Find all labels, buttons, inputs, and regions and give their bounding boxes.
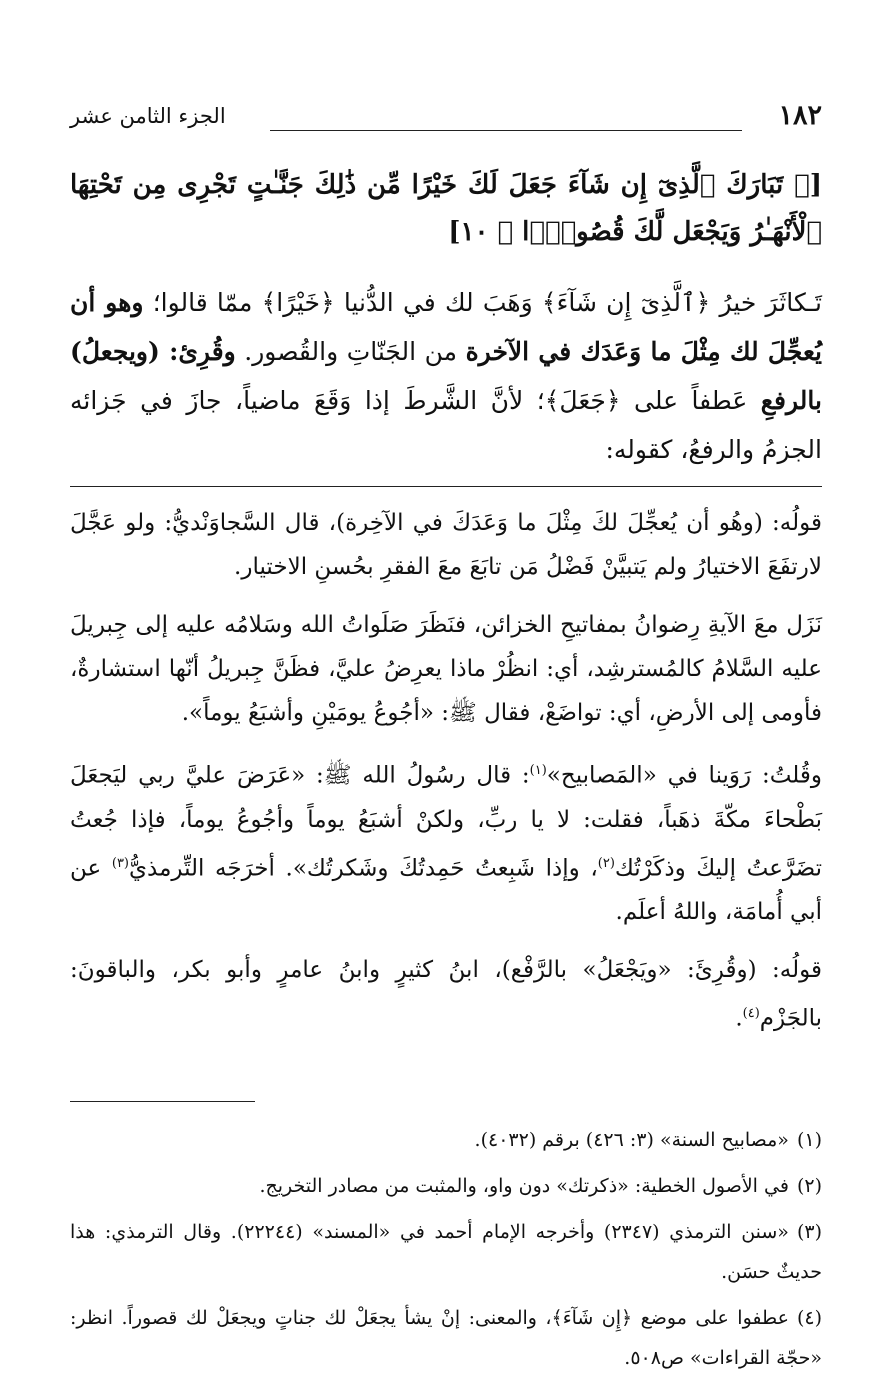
footnote bbox=[70, 1212, 822, 1292]
footnote-ref[interactable]: (١) bbox=[529, 763, 547, 778]
tafsir-bold: وقُرِئ: (ويجعلُ) بالرفعِ bbox=[70, 337, 822, 415]
tafsir-part: عَطفاً على ﴿جَعَلَ﴾؛ لأنَّ الشَّرطَ إذا وَقَعَ ماضياً، جازَ في جَزائه الجزمُ والرفعُ، كقوله: bbox=[70, 386, 822, 464]
footnote-text: «مصابيح السنة» (٣: ٤٢٦) برقم (٤٠٣٢). bbox=[474, 1128, 789, 1151]
footnote-ref[interactable]: (٣) bbox=[111, 855, 129, 871]
text-run: . bbox=[735, 1005, 743, 1032]
footnote-ref[interactable]: (٢) bbox=[597, 855, 615, 871]
running-head bbox=[70, 100, 822, 140]
footnote-text: عطفوا على موضع ﴿إِن شَآءَ﴾، والمعنى: إنْ يشأ يجعَلْ لك جناتٍ ويجعَلْ لك قصوراً. انظر: «حجّة القراءات» ص٥٠٨. bbox=[70, 1306, 822, 1369]
footnote-text: «سنن الترمذي (٢٣٤٧) وأخرجه الإمام أحمد في «المسند» (٢٢٢٤٤). وقال الترمذي: هذا حديثٌ حسَن. bbox=[70, 1220, 822, 1283]
text-run: عن أبي أُمامَة، واللهُ أعلَم. bbox=[70, 855, 822, 926]
tafsir-bold: وهو أن يُعجِّلَ لك مِثْلَ ما وَعَدَك في الآخرة bbox=[70, 288, 823, 366]
footnote-number: (٤) bbox=[796, 1306, 822, 1329]
tafsir-part: تَـكاثَرَ خيرُ ﴿ٱلَّذِىٓ إِن شَآءَ﴾ وَهَبَ لك في الدُّنيا ﴿خَيْرًا﴾ ممّا قالوا؛ bbox=[143, 288, 822, 317]
tafsir-text bbox=[70, 278, 822, 474]
footnote-number: (٢) bbox=[796, 1174, 822, 1197]
commentary-paragraph bbox=[70, 749, 822, 934]
footnote bbox=[70, 1166, 822, 1206]
commentary-paragraph: نَزَل معَ الآيةِ رِضوانُ بمفاتيحِ الخزائن، فنَظَرَ صَلَواتُ الله وسَلامُه عليه إلى جِبريلَ عليه السَّلامُ كالمُسترشِد، أي: انظُرْ ماذا يعرِضُ عليَّ، فظَنَّ جِبريلُ أنّها استشارةٌ، فأومى إلى الأرضِ، أي: تواضَعْ، فقال ﷺ: «أجُوعُ يومَيْنِ وأشبَعُ يوماً». bbox=[70, 612, 822, 726]
footnote-number: (٣) bbox=[796, 1220, 822, 1243]
footnotes bbox=[70, 1120, 822, 1378]
footnote bbox=[70, 1120, 822, 1160]
chapter-title: الجزء الثامن عشر bbox=[70, 104, 226, 128]
tafsir-part: من الجَنّاتِ والقُصور. bbox=[235, 337, 466, 366]
text-run: ، وإذا شَبِعتُ حَمِدتُكَ وشَكرتُك». أخرَجَه التِّرمذيُّ bbox=[129, 855, 598, 882]
text-run: قولُه: (وقُرِئَ: «ويَجْعَلُ» بالرَّفْع)، ابنُ كثيرٍ وابنُ عامرٍ وأبو بكر، والباقونَ: بالجَزْم bbox=[70, 957, 822, 1032]
footnote-divider-wrap bbox=[70, 1101, 822, 1102]
footnote-ref[interactable]: (٤) bbox=[742, 1006, 760, 1022]
commentary-paragraph: قولُه: (وهُو أن يُعجِّلَ لكَ مِثْلَ ما وَعَدَكَ في الآخِرة)، قال السَّجاوَنْديُّ: ولو عَجَّلَ لارتفَعَ الاختيارُ ولم يَتبيَّنْ فَضْلُ مَن تابَعَ معَ الفقرِ بحُسنِ الاختيار. bbox=[70, 510, 822, 580]
commentary-paragraph bbox=[70, 948, 822, 1041]
commentary bbox=[70, 501, 822, 1041]
text-run: : قال رسُولُ الله ﷺ: «عَرَضَ عليَّ ربي ليَجعَلَ بَطْحاءَ مكّةَ ذهَباً، فقلت: لا يا ربِّ، ولكنْ أشبَعُ يوماً وأجُوعُ يوماً، فإذا جُعتُ تضَرَّعتُ إليكَ وذكَرْتُك bbox=[70, 762, 822, 882]
main-divider bbox=[70, 486, 822, 487]
quran-verse: [﴿ تَبَارَكَ ٱلَّذِىٓ إِن شَآءَ جَعَلَ لَكَ خَيْرًا مِّن ذَٰلِكَ جَنَّـٰتٍ تَجْرِى مِن تَحْتِهَا ٱلْأَنْهَـٰرُ وَيَجْعَل لَّكَ قُصُورًۢا ﴾ ١٠] bbox=[70, 170, 822, 247]
footnote-text: في الأصول الخطية: «ذكرتك» دون واو، والمثبت من مصادر التخريج. bbox=[259, 1174, 789, 1197]
page bbox=[70, 100, 822, 1384]
header-rule bbox=[270, 130, 742, 131]
footnote bbox=[70, 1298, 822, 1378]
text-run: وقُلتُ: رَوَينا في «المَصابيح» bbox=[546, 762, 822, 789]
footnote-divider bbox=[70, 1101, 255, 1102]
page-number: ١٨٢ bbox=[778, 100, 822, 131]
footnote-number: (١) bbox=[796, 1128, 822, 1151]
